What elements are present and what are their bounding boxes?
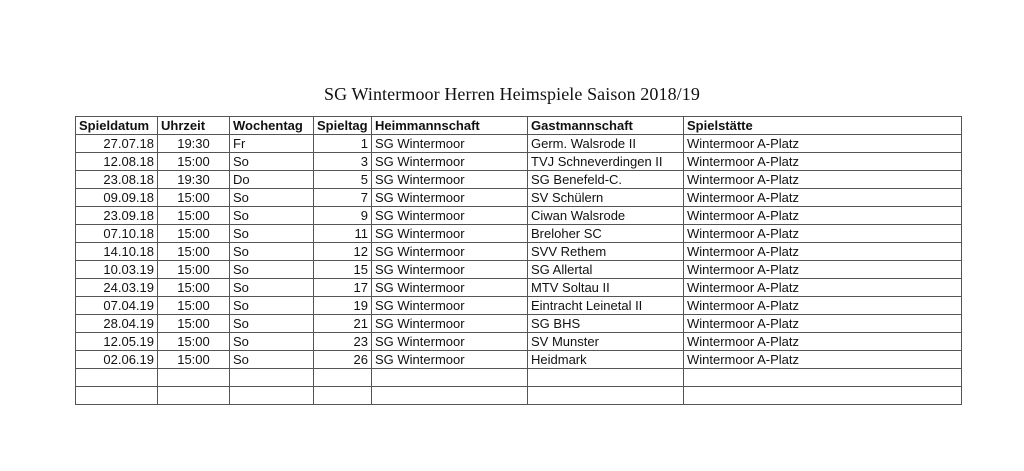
away-team-cell (528, 369, 684, 387)
table-row (76, 225, 962, 243)
date-cell: 23.08.18 (76, 171, 158, 189)
home-team-cell: SG Wintermoor (372, 207, 528, 225)
time-cell: 15:00 (158, 225, 230, 243)
table-row (76, 279, 962, 297)
away-team-cell: MTV Soltau II (528, 279, 684, 297)
date-cell: 07.04.19 (76, 297, 158, 315)
time-cell: 15:00 (158, 351, 230, 369)
schedule-table (75, 116, 962, 405)
home-team-cell: SG Wintermoor (372, 189, 528, 207)
table-row (76, 261, 962, 279)
venue-cell: Wintermoor A-Platz (684, 207, 962, 225)
time-cell: 15:00 (158, 333, 230, 351)
column-header-spieldatum: Spieldatum (76, 117, 158, 135)
date-cell: 12.08.18 (76, 153, 158, 171)
matchday-cell: 21 (314, 315, 372, 333)
table-row (76, 243, 962, 261)
date-cell: 14.10.18 (76, 243, 158, 261)
away-team-cell: SG Allertal (528, 261, 684, 279)
home-team-cell: SG Wintermoor (372, 135, 528, 153)
time-cell: 15:00 (158, 189, 230, 207)
weekday-cell: So (230, 297, 314, 315)
weekday-cell: So (230, 315, 314, 333)
time-cell (158, 387, 230, 405)
date-cell (76, 387, 158, 405)
venue-cell: Wintermoor A-Platz (684, 171, 962, 189)
date-cell: 28.04.19 (76, 315, 158, 333)
weekday-cell: Fr (230, 135, 314, 153)
home-team-cell: SG Wintermoor (372, 333, 528, 351)
time-cell (158, 369, 230, 387)
date-cell: 12.05.19 (76, 333, 158, 351)
venue-cell: Wintermoor A-Platz (684, 351, 962, 369)
away-team-cell: TVJ Schneverdingen II (528, 153, 684, 171)
away-team-cell: Ciwan Walsrode (528, 207, 684, 225)
time-cell: 15:00 (158, 153, 230, 171)
home-team-cell: SG Wintermoor (372, 153, 528, 171)
matchday-cell: 1 (314, 135, 372, 153)
matchday-cell: 19 (314, 297, 372, 315)
table-row (76, 207, 962, 225)
weekday-cell: So (230, 279, 314, 297)
time-cell: 15:00 (158, 315, 230, 333)
matchday-cell: 9 (314, 207, 372, 225)
date-cell: 10.03.19 (76, 261, 158, 279)
time-cell: 15:00 (158, 297, 230, 315)
time-cell: 15:00 (158, 279, 230, 297)
date-cell: 27.07.18 (76, 135, 158, 153)
table-header-row (76, 117, 962, 135)
weekday-cell (230, 387, 314, 405)
column-header-spielstaette: Spielstätte (684, 117, 962, 135)
venue-cell (684, 369, 962, 387)
matchday-cell: 17 (314, 279, 372, 297)
venue-cell: Wintermoor A-Platz (684, 153, 962, 171)
away-team-cell (528, 387, 684, 405)
table-row (76, 387, 962, 405)
away-team-cell: SV Munster (528, 333, 684, 351)
table-row (76, 369, 962, 387)
home-team-cell: SG Wintermoor (372, 351, 528, 369)
away-team-cell: SVV Rethem (528, 243, 684, 261)
page-title: SG Wintermoor Herren Heimspiele Saison 2018/19 (324, 84, 700, 104)
matchday-cell: 26 (314, 351, 372, 369)
matchday-cell: 11 (314, 225, 372, 243)
venue-cell: Wintermoor A-Platz (684, 261, 962, 279)
away-team-cell: Eintracht Leinetal II (528, 297, 684, 315)
matchday-cell (314, 387, 372, 405)
away-team-cell: Breloher SC (528, 225, 684, 243)
time-cell: 15:00 (158, 243, 230, 261)
date-cell: 24.03.19 (76, 279, 158, 297)
matchday-cell: 7 (314, 189, 372, 207)
weekday-cell: So (230, 153, 314, 171)
column-header-heimmannschaft: Heimmannschaft (372, 117, 528, 135)
away-team-cell: Heidmark (528, 351, 684, 369)
time-cell: 15:00 (158, 207, 230, 225)
weekday-cell: So (230, 351, 314, 369)
away-team-cell: Germ. Walsrode II (528, 135, 684, 153)
column-header-uhrzeit: Uhrzeit (158, 117, 230, 135)
matchday-cell: 5 (314, 171, 372, 189)
home-team-cell: SG Wintermoor (372, 261, 528, 279)
matchday-cell: 3 (314, 153, 372, 171)
away-team-cell: SG BHS (528, 315, 684, 333)
weekday-cell: So (230, 333, 314, 351)
table-row (76, 297, 962, 315)
weekday-cell: Do (230, 171, 314, 189)
home-team-cell: SG Wintermoor (372, 279, 528, 297)
home-team-cell: SG Wintermoor (372, 297, 528, 315)
date-cell: 09.09.18 (76, 189, 158, 207)
date-cell: 23.09.18 (76, 207, 158, 225)
time-cell: 19:30 (158, 135, 230, 153)
home-team-cell: SG Wintermoor (372, 315, 528, 333)
weekday-cell: So (230, 261, 314, 279)
home-team-cell: SG Wintermoor (372, 171, 528, 189)
time-cell: 19:30 (158, 171, 230, 189)
home-team-cell (372, 369, 528, 387)
weekday-cell: So (230, 207, 314, 225)
home-team-cell (372, 387, 528, 405)
table-row (76, 315, 962, 333)
away-team-cell: SV Schülern (528, 189, 684, 207)
table-row (76, 153, 962, 171)
matchday-cell (314, 369, 372, 387)
home-team-cell: SG Wintermoor (372, 225, 528, 243)
venue-cell (684, 387, 962, 405)
weekday-cell: So (230, 189, 314, 207)
column-header-spieltag: Spieltag (314, 117, 372, 135)
weekday-cell: So (230, 243, 314, 261)
table-row (76, 351, 962, 369)
date-cell: 07.10.18 (76, 225, 158, 243)
matchday-cell: 15 (314, 261, 372, 279)
column-header-gastmannschaft: Gastmannschaft (528, 117, 684, 135)
venue-cell: Wintermoor A-Platz (684, 135, 962, 153)
column-header-wochentag: Wochentag (230, 117, 314, 135)
date-cell (76, 369, 158, 387)
date-cell: 02.06.19 (76, 351, 158, 369)
venue-cell: Wintermoor A-Platz (684, 279, 962, 297)
venue-cell: Wintermoor A-Platz (684, 243, 962, 261)
matchday-cell: 12 (314, 243, 372, 261)
venue-cell: Wintermoor A-Platz (684, 333, 962, 351)
away-team-cell: SG Benefeld-C. (528, 171, 684, 189)
weekday-cell (230, 369, 314, 387)
venue-cell: Wintermoor A-Platz (684, 189, 962, 207)
table-row (76, 333, 962, 351)
table-row (76, 171, 962, 189)
venue-cell: Wintermoor A-Platz (684, 315, 962, 333)
weekday-cell: So (230, 225, 314, 243)
time-cell: 15:00 (158, 261, 230, 279)
table-row (76, 189, 962, 207)
home-team-cell: SG Wintermoor (372, 243, 528, 261)
matchday-cell: 23 (314, 333, 372, 351)
venue-cell: Wintermoor A-Platz (684, 297, 962, 315)
table-row (76, 135, 962, 153)
venue-cell: Wintermoor A-Platz (684, 225, 962, 243)
